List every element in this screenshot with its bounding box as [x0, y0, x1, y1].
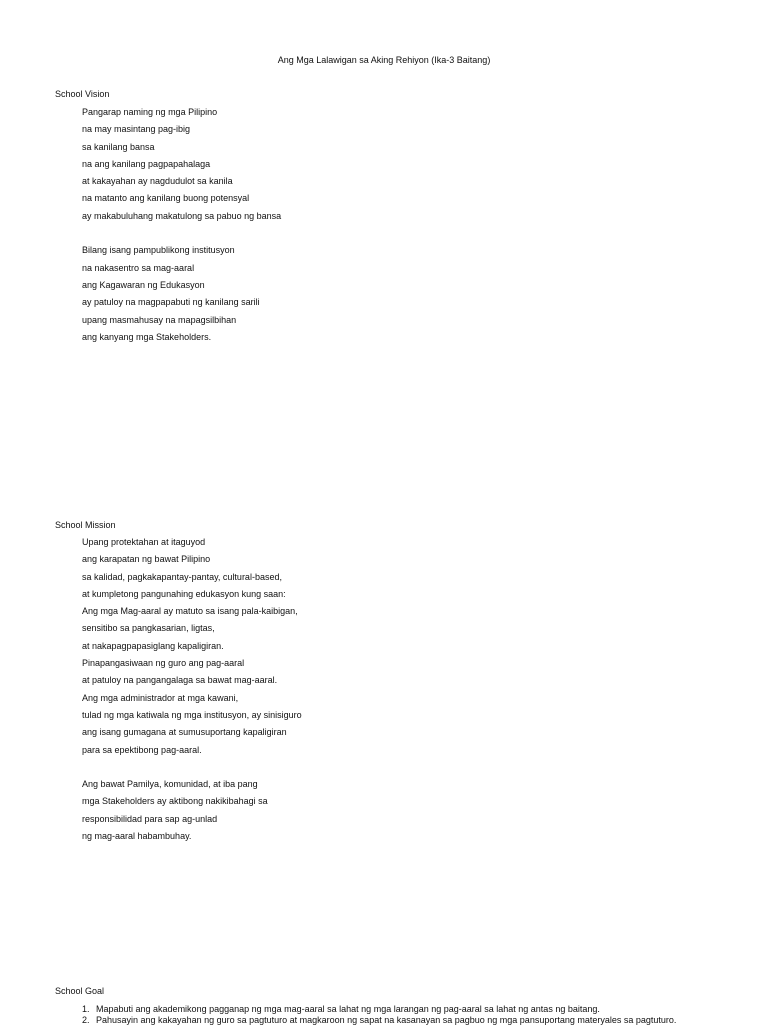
vision-line: Pangarap naming ng mga Pilipino — [82, 107, 218, 117]
mission-line: Ang mga administrador at mga kawani, — [82, 692, 239, 703]
goal-item — [82, 1015, 762, 1026]
vision-heading: School Vision — [55, 89, 110, 99]
goal-text: Mapabuti ang akademikong pagganap ng mga mag-aaral sa lahat ng mga larangan ng pag-aaral sa lahat ng antas ng baitang. — [96, 1004, 600, 1014]
vision-text — [82, 107, 682, 349]
mission-line: responsibilidad para sap ag-unlad — [82, 813, 218, 824]
stanza-gap — [82, 228, 682, 245]
vision-line: na matanto ang kanilang buong potensyal — [82, 193, 250, 204]
vision-line: at kakayahan ay nagdudulot sa kanila — [82, 176, 233, 187]
mission-heading: School Mission — [55, 520, 116, 530]
mission-line: Ang mga Mag-aaral ay matuto sa isang pala-kaibigan, — [82, 606, 298, 617]
vision-line: Bilang isang pampublikong institusyon — [82, 245, 235, 256]
vision-line: ay makabuluhang makatulong sa pabuo ng bansa — [82, 210, 282, 221]
mission-line: Upang protektahan at itaguyod — [82, 537, 206, 547]
vision-line: na nakasentro sa mag-aaral — [82, 262, 195, 273]
mission-line: sa kalidad, pagkakapantay-pantay, cultural-based, — [82, 571, 282, 582]
goal-heading: School Goal — [55, 986, 105, 996]
mission-line: at kumpletong pangunahing edukasyon kung saan: — [82, 588, 286, 599]
vision-line: na may masintang pag-ibig — [82, 124, 191, 135]
mission-line: tulad ng mga katiwala ng mga institusyon, ay sinisiguro — [82, 709, 302, 720]
vision-line: upang masmahusay na mapagsilbihan — [82, 314, 237, 325]
mission-line: Ang bawat Pamilya, komunidad, at iba pang — [82, 779, 258, 790]
mission-line: ang karapatan ng bawat Pilipino — [82, 554, 211, 565]
mission-line: ang isang gumagana at sumusuportang kapaligiran — [82, 727, 287, 738]
mission-text — [82, 537, 682, 848]
mission-line: Pinapangasiwaan ng guro ang pag-aaral — [82, 658, 245, 669]
mission-line: at patuloy na pangangalaga sa bawat mag-aaral. — [82, 675, 278, 686]
goal-number: 1. — [82, 1004, 90, 1014]
vision-line: ang Kagawaran ng Edukasyon — [82, 279, 205, 290]
vision-line: ang kanyang mga Stakeholders. — [82, 331, 212, 342]
document-title: Ang Mga Lalawigan sa Aking Rehiyon (Ika-3 Baitang) — [277, 55, 491, 65]
mission-line: para sa epektibong pag-aaral. — [82, 744, 202, 755]
vision-line: sa kanilang bansa — [82, 141, 155, 152]
mission-line: at nakapagpapasiglang kapaligiran. — [82, 640, 224, 651]
mission-line: mga Stakeholders ay aktibong nakikibahagi sa — [82, 796, 268, 807]
vision-line: na ang kanilang pagpapahalaga — [82, 158, 211, 169]
vision-line: ay patuloy na magpapabuti ng kanilang sarili — [82, 297, 260, 308]
goal-list — [82, 1004, 762, 1026]
mission-line: sensitibo sa pangkasarian, ligtas, — [82, 623, 215, 634]
goal-item — [82, 1004, 762, 1015]
goal-number: 2. — [82, 1015, 90, 1025]
mission-line: ng mag-aaral habambuhay. — [82, 831, 192, 842]
stanza-gap — [82, 762, 682, 779]
goal-text: Pahusayin ang kakayahan ng guro sa pagtuturo at magkaroon ng sapat na kasanayan sa pagbuo ng mga pansuportang materyales sa pagtuturo. — [96, 1015, 677, 1025]
